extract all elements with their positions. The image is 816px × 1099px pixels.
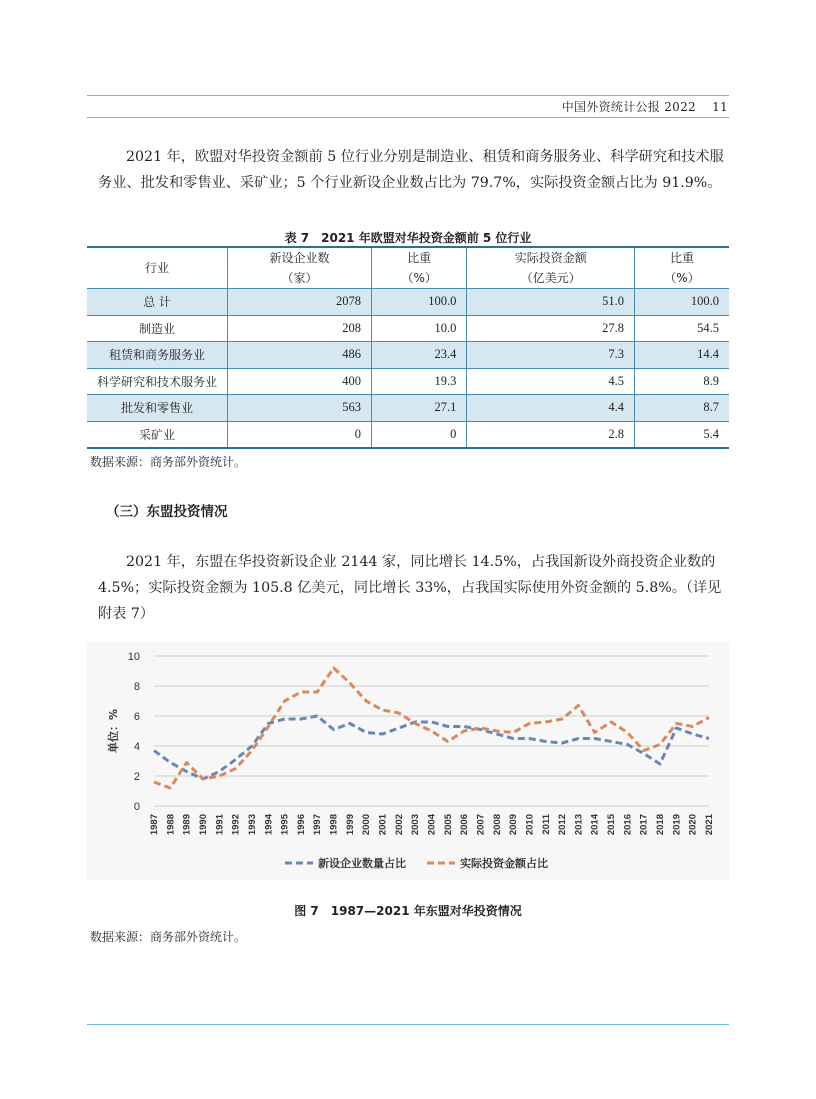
table-source-note: 数据来源：商务部外资统计。 xyxy=(90,455,247,469)
x-tick-label: 2008 xyxy=(491,814,503,836)
x-tick-label: 1990 xyxy=(197,814,209,836)
paragraph-eu-industries: 2021 年，欧盟对华投资金额前 5 位行业分别是制造业、租赁和商务服务业、科学研究和技术服务业、批发和零售业、采矿业；5 个行业新设企业数占比为 79.7%，实际投资金额占比为 91.9%。 xyxy=(98,149,724,191)
x-tick-label: 2019 xyxy=(671,814,683,836)
x-tick-label: 1997 xyxy=(312,814,324,836)
asean-chart xyxy=(87,642,729,880)
x-tick-label: 1996 xyxy=(295,814,307,836)
x-tick-label: 2014 xyxy=(589,814,601,836)
y-tick-label: 0 xyxy=(133,801,140,813)
running-header xyxy=(562,98,728,115)
col-header-firm-share: 比重 （%） xyxy=(371,247,466,289)
x-tick-label: 1989 xyxy=(181,814,193,836)
x-tick-label: 2015 xyxy=(606,814,618,836)
table-row: 批发和零售业 563 27.1 4.4 8.7 xyxy=(87,395,729,422)
x-tick-label: 1992 xyxy=(230,814,242,836)
x-tick-label: 2009 xyxy=(508,814,520,836)
x-tick-label: 2013 xyxy=(573,814,585,836)
header-rule-bottom xyxy=(87,117,729,118)
x-tick-label: 2021 xyxy=(704,814,715,836)
eu-industry-table xyxy=(87,246,729,449)
x-tick-label: 1991 xyxy=(214,814,226,836)
header-rule-top xyxy=(87,95,729,96)
col-header-amount-share: 比重 （%） xyxy=(635,247,729,289)
table-row: 采矿业 0 0 2.8 5.4 xyxy=(87,421,729,448)
y-axis-label: 单位：% xyxy=(107,708,120,754)
series-line-1 xyxy=(154,716,709,779)
x-tick-label: 2016 xyxy=(622,814,634,836)
x-tick-label: 2018 xyxy=(655,814,667,836)
legend-label-2: 实际投资金额占比 xyxy=(460,857,548,870)
figure-caption: 图 7 1987—2021 年东盟对华投资情况 xyxy=(294,904,522,918)
x-tick-label: 1987 xyxy=(149,814,160,836)
x-tick-label: 2010 xyxy=(524,814,536,836)
x-tick-label: 2004 xyxy=(426,814,438,836)
x-tick-label: 1999 xyxy=(344,814,356,836)
page-number: 11 xyxy=(712,100,728,114)
x-tick-label: 1994 xyxy=(263,814,275,836)
footer-rule xyxy=(87,1024,729,1025)
y-tick-label: 6 xyxy=(133,711,140,723)
x-tick-label: 1995 xyxy=(279,814,291,836)
paragraph-asean: 2021 年，东盟在华投资新设企业 2144 家，同比增长 14.5%，占我国新设外商投资企业数的 4.5%；实际投资金额为 105.8 亿美元，同比增长 33%，占我国实际使用外资金额的 5.8%。（详见附表 7） xyxy=(98,554,722,622)
x-tick-label: 2003 xyxy=(410,814,422,836)
x-tick-label: 2006 xyxy=(459,814,471,836)
table-row: 科学研究和技术服务业 400 19.3 4.5 8.9 xyxy=(87,368,729,395)
y-tick-label: 2 xyxy=(133,771,140,783)
y-tick-label: 10 xyxy=(127,651,140,663)
x-tick-label: 2012 xyxy=(557,814,569,836)
col-header-industry: 行业 xyxy=(87,247,228,289)
table-header-row xyxy=(87,247,729,289)
x-tick-label: 1988 xyxy=(165,814,177,836)
y-tick-label: 4 xyxy=(133,741,140,753)
x-tick-label: 2001 xyxy=(377,814,389,836)
x-tick-label: 2005 xyxy=(442,814,454,836)
header-title: 中国外资统计公报 2022 xyxy=(561,100,696,114)
legend-label-1: 新设企业数量占比 xyxy=(318,857,406,870)
x-tick-label: 2017 xyxy=(638,814,650,836)
figure-source-note: 数据来源：商务部外资统计。 xyxy=(90,930,247,944)
x-tick-label: 2011 xyxy=(540,814,552,835)
x-tick-label: 1993 xyxy=(246,814,258,836)
x-tick-label: 2002 xyxy=(393,814,405,836)
chart-svg xyxy=(87,642,729,880)
x-tick-label: 2007 xyxy=(475,814,487,836)
table-caption: 表 7 2021 年欧盟对华投资金额前 5 位行业 xyxy=(284,231,532,245)
table-row-total: 总 计 2078 100.0 51.0 100.0 xyxy=(87,289,729,316)
x-tick-label: 2000 xyxy=(361,814,373,836)
table-row: 租赁和商务服务业 486 23.4 7.3 14.4 xyxy=(87,342,729,369)
y-tick-label: 8 xyxy=(133,681,140,693)
table-row: 制造业 208 10.0 27.8 54.5 xyxy=(87,315,729,342)
col-header-new-firms: 新设企业数 （家） xyxy=(228,247,372,289)
x-tick-label: 2020 xyxy=(687,814,699,836)
col-header-amount: 实际投资金额 （亿美元） xyxy=(467,247,635,289)
x-tick-label: 1998 xyxy=(328,814,340,836)
section-title: （三）东盟投资情况 xyxy=(106,504,228,520)
